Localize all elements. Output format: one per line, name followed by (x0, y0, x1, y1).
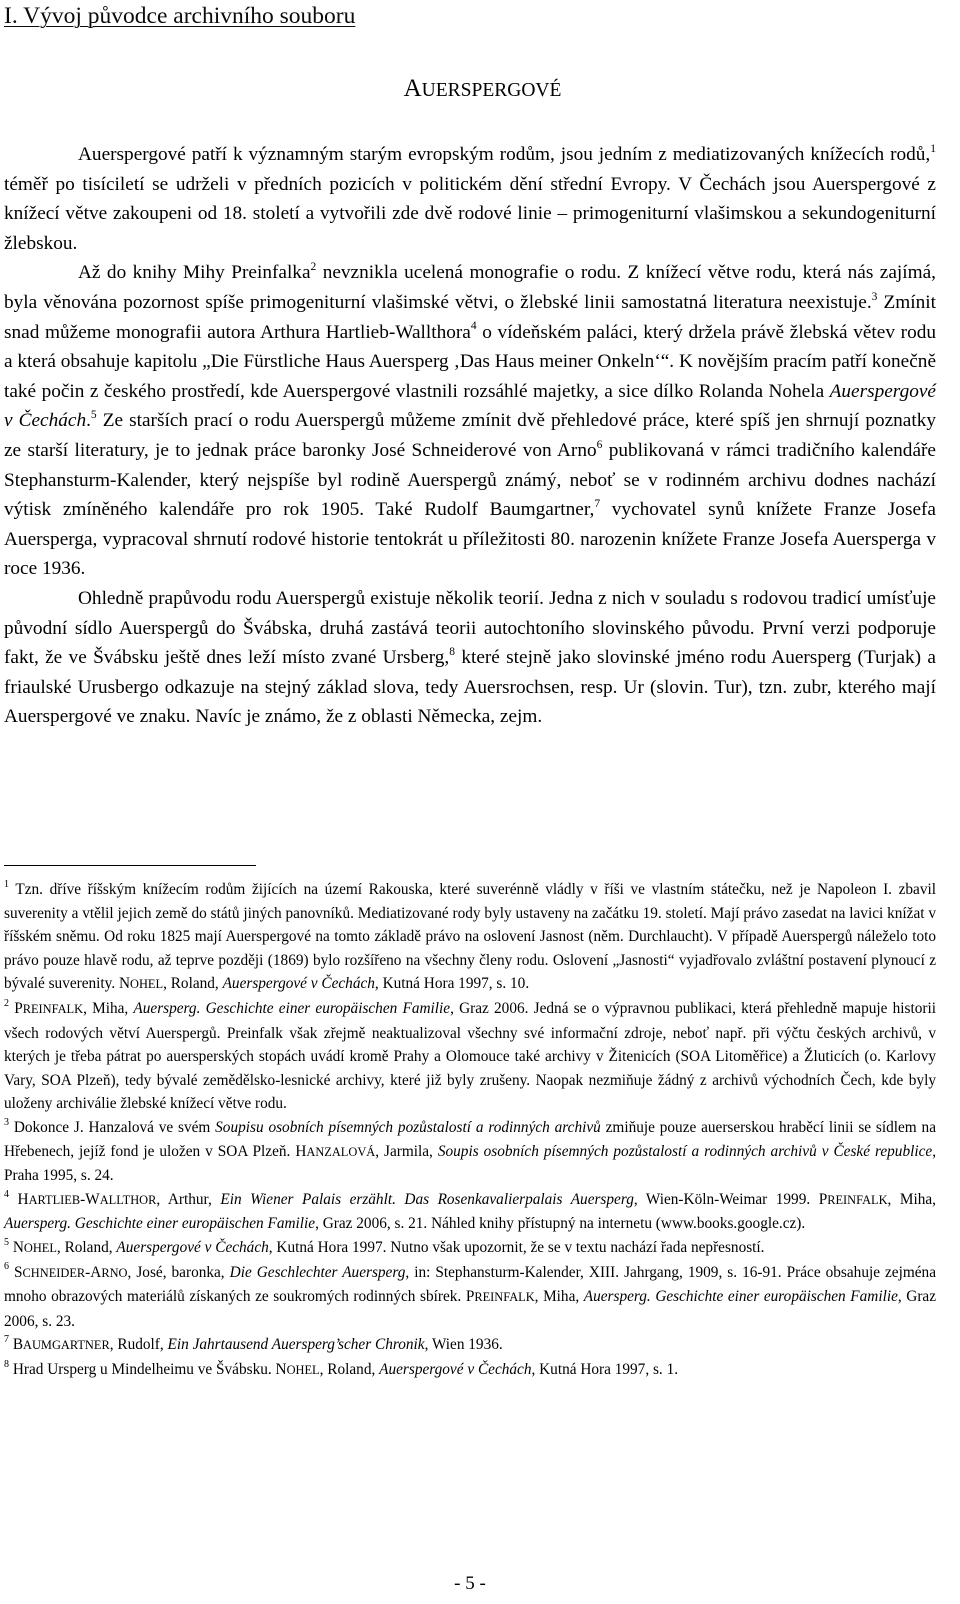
section-title-initial: A (403, 75, 422, 102)
footnote-ref-6: 6 (596, 438, 603, 451)
footnotes (4, 878, 936, 1382)
text-run: Ze starších prací o rodu Auerspergů můžeme zmínit dvě přehledové práce, které spíš jen shrnují poznatky ze starší literatury, je to jednak práce baronky José Schneiderové von Arno (4, 410, 936, 461)
text-run: , José, baronka, (127, 1263, 230, 1281)
text-run: Zmínit snad můžeme monografii autora Arthura Hartlieb-Wallthora (4, 291, 936, 343)
text-run: , Jarmila, (375, 1142, 438, 1160)
text-run: P (9, 999, 23, 1017)
small-caps: RNO (101, 1265, 128, 1280)
text-run: , Roland, (319, 1360, 380, 1378)
text-run: , Kutná Hora 1997. Nutno však upozornit, že se v textu nachází řada nepřesností. (268, 1238, 765, 1256)
text-run: . (86, 410, 91, 432)
small-caps: OHEL (286, 1362, 320, 1377)
text-run: vychovatel synů knížete Franze Josefa Auersperga, vypracoval shrnutí rodové historie tentokrát u příležitosti 80. narozenin knížete Franze Josefa Auersperga v roce 1936. (4, 499, 936, 580)
footnote-4 (4, 1188, 936, 1236)
italic-title: Auersperg. Geschichte einer europäischen Familie (583, 1288, 898, 1306)
text-run: Auerspergové patří k významným starým evropským rodům, jsou jedním z mediatizovaných knížecích rodů, (78, 144, 931, 165)
chapter-title: I. Vývoj původce archivního souboru (4, 3, 356, 29)
text-run: , Roland, (163, 975, 223, 993)
italic-title: Soupisu osobních písemných pozůstalostí a rodinných archivů (215, 1118, 601, 1136)
text-run: které stejně jako slovinské jméno rodu Auersperg (Turjak) a friaulské Urusbergo odkazuje na stejný základ slova, tedy Auersrochsen, resp. Ur (slovin. Tur), tzn. zubr, kterého mají Auerspergové ve znaku. Navíc je známo, že z oblasti Německa, zejm. (4, 647, 936, 728)
small-caps: REINFALK (827, 1192, 888, 1207)
footnote-ref-1: 1 (930, 142, 936, 155)
page-number: - 5 - (454, 1573, 486, 1594)
small-caps: AUMGARTNER (23, 1338, 110, 1353)
text-run: Dokonce J. Hanzalová ve svém (9, 1118, 216, 1136)
paragraph-2 (4, 258, 936, 584)
footnote-3 (4, 1116, 936, 1188)
footnote-2 (4, 997, 936, 1116)
text-run: , Graz 2006, s. 21. Náhled knihy přístupný na internetu (www.books.google.cz). (315, 1215, 806, 1233)
text-run: B (9, 1336, 24, 1354)
text-run: Tzn. dříve říšským knížecím rodům žijících na území Rakouska, které suverénně vládly v říši ve vlastním státečku, než je Napoleon I. zbavil suverenity a vtělil jejich země do států jiných panovníků. Mediatizované rody byly ustaveny na začátku 19. století. Mají právo zasedat na lavici knížat v říšském sněmu. Od roku 1825 mají Auerspergové na tomto základě právo na oslovení Jasnost (něm. Durchlaucht). V případě Auerspergů náleželo toto právo pouze hlavě rodu, až teprve později (1869) bylo rozšířeno na všechny členy rodu. Oslovení „Jasnosti“ vyjadřovalo zvláštní postavení plynoucí z bývalé suverenity. N (4, 881, 936, 993)
footnote-number: 4 (4, 1188, 9, 1200)
italic-title: Die Geschlechter Auersperg (229, 1263, 406, 1281)
footnote-number: 3 (4, 1116, 9, 1128)
text-run: H (9, 1190, 29, 1208)
footnote-ref-8: 8 (449, 645, 455, 658)
text-run: , Wien-Köln-Weimar 1999. P (633, 1190, 828, 1208)
text-run: zmiňuje pouze auerserskou hraběcí linii se sídlem na Hřebenech, jejíž fond je uložen v SOA Plzeň. H (4, 1118, 936, 1160)
small-caps: OHEL (130, 977, 164, 992)
small-caps: REINFALK (22, 1001, 84, 1016)
text-run: , in: Stephansturm-Kalender, XIII. Jahrgang, 1909, s. 16-91. Práce obsahuje zejména mnoho obrazových materiálů získaných ze soukromých rodinných sbírek. P (4, 1263, 936, 1306)
paragraph-3 (4, 584, 936, 732)
text-run: , Praha 1995, s. 24. (4, 1142, 937, 1185)
body-text (4, 140, 936, 732)
text-run: , Arthur, (156, 1190, 221, 1208)
footnote-5 (4, 1236, 936, 1261)
small-caps: ARTLIEB (28, 1192, 81, 1207)
footnote-number: 5 (4, 1236, 9, 1248)
text-run: , Miha, (534, 1288, 584, 1306)
text-run: Až do knihy Mihy Preinfalka (78, 262, 311, 284)
text-run: N (9, 1238, 24, 1256)
footnote-separator (4, 865, 256, 866)
italic-title: Soupis osobních písemných pozůstalostí a rodinných archivů v České republice (437, 1142, 933, 1160)
small-caps: ALLTHOR (99, 1192, 157, 1207)
text-run: , Graz 2006. Jedná se o výpravnou publikaci, která přehledně mapuje historii všech rodových větví Auerspergů. Preinfalk však zřejmě neaktualizoval všechny své informační zdroje, neboť např. při výčtu českých archivů, v kterých je třeba pátrat po auersperských stopách uvádí kromě Prahy a Olomouce také archivy v Žitenicích (SOA Litoměřice) a Žluticích (o. Karlovy Vary, SOA Plzeň), tedy bývalé zemědělsko-lesnické archivy, které již byly zrušeny. Naopak nezmiňuje žádný z archivů východních Čech, kde byly uloženy archiválie žlebské knížecí větve rodu. (4, 999, 936, 1113)
footnote-number: 6 (4, 1261, 9, 1273)
footnote-7 (4, 1333, 936, 1358)
text-run: , Kutná Hora 1997, s. 10. (374, 975, 530, 993)
italic-title: Auersperg. Geschichte einer europäischen Familie (133, 999, 451, 1017)
footnote-ref-4: 4 (470, 320, 477, 333)
text-run: , Wien 1936. (424, 1336, 503, 1354)
footnote-ref-7: 7 (594, 497, 601, 510)
footnote-number: 7 (4, 1334, 9, 1346)
text-run: S (9, 1263, 23, 1281)
italic-title: Auerspergové v Čechách (222, 975, 375, 993)
text-run: , Kutná Hora 1997, s. 1. (531, 1360, 679, 1378)
italic-title: Ein Wiener Palais erzählt. Das Rosenkavalierpalais Auersperg (220, 1190, 634, 1208)
footnote-number: 1 (4, 878, 9, 890)
footnote-1 (4, 878, 936, 997)
footnote-number: 2 (4, 997, 9, 1009)
footnote-ref-3: 3 (871, 290, 878, 303)
footnote-ref-2: 2 (310, 260, 317, 273)
text-run: , Miha, (887, 1190, 936, 1208)
small-caps: CHNEIDER (22, 1265, 86, 1280)
section-title (0, 72, 955, 108)
footnote-8 (4, 1358, 936, 1383)
text-run: Hrad Ursperg u Mindelheimu ve Švábsku. N (9, 1360, 287, 1378)
text-run: , Rudolf, (109, 1336, 168, 1354)
section-title-rest: UERSPERGOVÉ (421, 80, 562, 101)
italic-title: Auersperg. Geschichte einer europäischen Familie (4, 1215, 316, 1233)
small-caps: OHEL (23, 1240, 57, 1255)
small-caps: ANZALOVÁ (306, 1144, 376, 1159)
italic-title: Auerspergové v Čechách (4, 380, 936, 432)
text-run: publikovaná v rámci tradičního kalendáře Stephansturm-Kalender, který nejspíše byl rodině Auerspergů známý, neboť se v rodinném archivu dodnes nachází výtisk zmíněného kalendáře pro rok 1905. Také Rudolf Baumgartner, (4, 439, 936, 521)
footnote-6 (4, 1261, 936, 1334)
text-run: , Graz 2006, s. 23. (4, 1288, 936, 1330)
footnote-number: 8 (4, 1358, 9, 1370)
text-run: , Roland, (56, 1238, 117, 1256)
text-run: Ohledně prapůvodu rodu Auerspergů existuje několik teorií. Jedna z nich v souladu s rodovou tradicí umísťuje původní sídlo Auerspergů do Švábska, druhá zastává teorii autochtoního slovinského původu. První verzi podporuje fakt, že ve Švábsku ještě dnes leží místo zvané Ursberg, (4, 587, 936, 669)
text-run: , Miha, (83, 999, 134, 1017)
text-run: téměř po tisíciletí se udrželi v předních pozicích v politickém dění střední Evropy. V Čechách jsou Auerspergové z knížecí větve zakoupeni od 18. století a vytvořili zde dvě rodové linie – primogeniturní vlašimskou a sekundogeniturní žlebskou. (4, 173, 936, 254)
text-run: -W (80, 1190, 100, 1208)
footnote-ref-5: 5 (90, 408, 97, 421)
italic-title: Ein Jahrtausend Auersperg’scher Chronik (167, 1336, 425, 1354)
italic-title: Auerspergové v Čechách (116, 1238, 269, 1256)
italic-title: Auerspergové v Čechách (379, 1360, 532, 1378)
text-run: nevznikla ucelená monografie o rodu. Z knížecí větve rodu, která nás zajímá, byla věnována pozornost spíše primogeniturní vlašimské větvi, o žlebské linii samostatná literatura neexistuje. (4, 262, 936, 313)
text-run: o vídeňském paláci, který držela právě žlebská větev rodu a která obsahuje kapitolu „Die Fürstliche Haus Auersperg ‚Das Haus meiner Onkeln‘“. K novějším pracím patří konečně také počin z českého prostředí, kde Auerspergové vlastnili rozsáhlé majetky, a sice dílko Rolanda Nohela (4, 321, 936, 402)
text-run: -A (85, 1263, 102, 1281)
paragraph-1 (4, 140, 936, 258)
small-caps: REINFALK (474, 1290, 535, 1305)
